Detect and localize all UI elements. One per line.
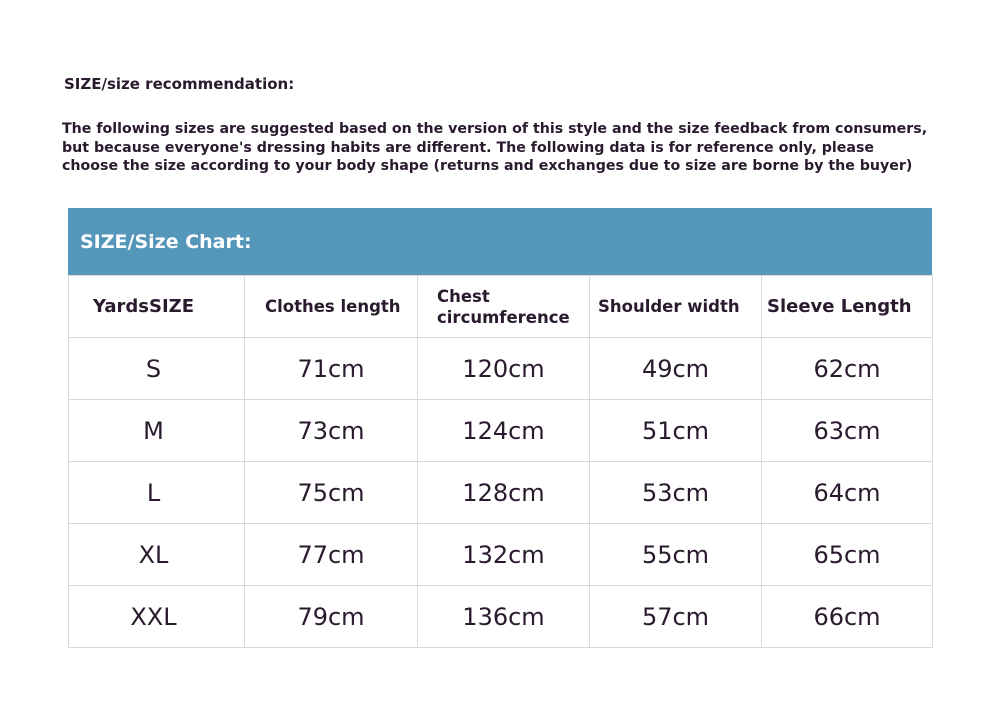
sleeve-cell: 62cm <box>762 338 933 400</box>
clothes-length-cell: 73cm <box>245 400 418 462</box>
size-chart-header: SIZE/Size Chart: <box>68 208 932 275</box>
recommendation-text <box>62 120 962 176</box>
column-header-size: YardsSIZE <box>69 276 245 338</box>
recommendation-title: SIZE/size recommendation: <box>64 75 295 93</box>
shoulder-cell: 53cm <box>590 462 762 524</box>
column-header-shoulder: Shoulder width <box>590 276 762 338</box>
table-row <box>69 524 933 586</box>
table-row <box>69 338 933 400</box>
column-header-chest: Chest circumference <box>418 276 590 338</box>
table-row <box>69 586 933 648</box>
sleeve-cell: 63cm <box>762 400 933 462</box>
size-cell: S <box>69 338 245 400</box>
sleeve-cell: 65cm <box>762 524 933 586</box>
table-row <box>69 462 933 524</box>
column-header-sleeve: Sleeve Length <box>762 276 933 338</box>
size-cell: L <box>69 462 245 524</box>
size-chart <box>68 208 932 648</box>
table-header-row <box>69 276 933 338</box>
recommendation-line: but because everyone's dressing habits are different. The following data is for reference only, please <box>62 139 875 156</box>
size-table <box>68 275 933 648</box>
size-cell: M <box>69 400 245 462</box>
sleeve-cell: 64cm <box>762 462 933 524</box>
chest-cell: 132cm <box>418 524 590 586</box>
shoulder-cell: 49cm <box>590 338 762 400</box>
size-cell: XL <box>69 524 245 586</box>
size-cell: XXL <box>69 586 245 648</box>
clothes-length-cell: 71cm <box>245 338 418 400</box>
chest-cell: 120cm <box>418 338 590 400</box>
table-row <box>69 400 933 462</box>
shoulder-cell: 51cm <box>590 400 762 462</box>
clothes-length-cell: 79cm <box>245 586 418 648</box>
chest-cell: 128cm <box>418 462 590 524</box>
recommendation-line: The following sizes are suggested based on the version of this style and the size feedback from consumers, <box>62 121 928 137</box>
shoulder-cell: 55cm <box>590 524 762 586</box>
chest-cell: 136cm <box>418 586 590 648</box>
chest-cell: 124cm <box>418 400 590 462</box>
shoulder-cell: 57cm <box>590 586 762 648</box>
clothes-length-cell: 75cm <box>245 462 418 524</box>
clothes-length-cell: 77cm <box>245 524 418 586</box>
sleeve-cell: 66cm <box>762 586 933 648</box>
column-header-clothes-length: Clothes length <box>245 276 418 338</box>
recommendation-line: choose the size according to your body shape (returns and exchanges due to size are borne by the buyer) <box>62 158 913 174</box>
